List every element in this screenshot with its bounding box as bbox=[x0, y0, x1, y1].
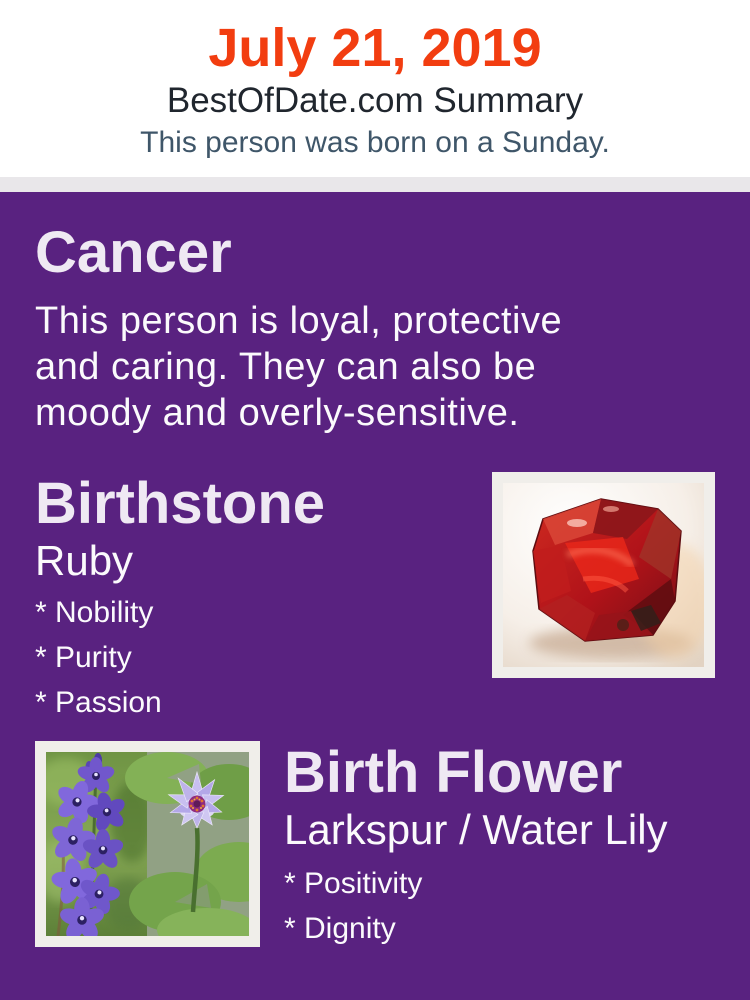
divider-strip bbox=[0, 177, 750, 192]
birth-flower-trait: * Positivity bbox=[284, 867, 423, 900]
birth-flower-name: Larkspur / Water Lily bbox=[284, 806, 668, 853]
birthstone-section bbox=[35, 472, 715, 725]
birth-flower-section bbox=[35, 741, 715, 951]
birthstone-text bbox=[35, 472, 325, 725]
birth-flower-text bbox=[284, 741, 668, 951]
birthstone-trait: * Purity bbox=[35, 641, 132, 674]
zodiac-description: This person is loyal, protective and caring. They can also be moody and overly-sensitive. bbox=[35, 300, 563, 434]
birth-flower-heading: Birth Flower bbox=[284, 740, 623, 805]
larkspur-water-lily-photo bbox=[35, 741, 260, 947]
summary-card bbox=[0, 192, 750, 1000]
ruby-gem-illustration bbox=[503, 483, 704, 667]
birth-flower-trait: * Dignity bbox=[284, 912, 396, 945]
birth-day-note: This person was born on a Sunday. bbox=[140, 126, 610, 159]
page-header bbox=[0, 0, 750, 177]
zodiac-sign-heading: Cancer bbox=[35, 220, 232, 285]
birthstone-trait-list bbox=[35, 590, 325, 725]
birthstone-trait: * Passion bbox=[35, 686, 162, 719]
date-title: July 21, 2019 bbox=[208, 18, 542, 78]
birthstone-heading: Birthstone bbox=[35, 471, 325, 536]
birthstone-name: Ruby bbox=[35, 537, 134, 584]
birth-flower-trait-list bbox=[284, 861, 668, 951]
flower-illustration bbox=[46, 752, 249, 936]
birthstone-trait: * Nobility bbox=[35, 596, 154, 629]
ruby-photo bbox=[492, 472, 715, 678]
site-summary-title: BestOfDate.com Summary bbox=[166, 81, 584, 120]
